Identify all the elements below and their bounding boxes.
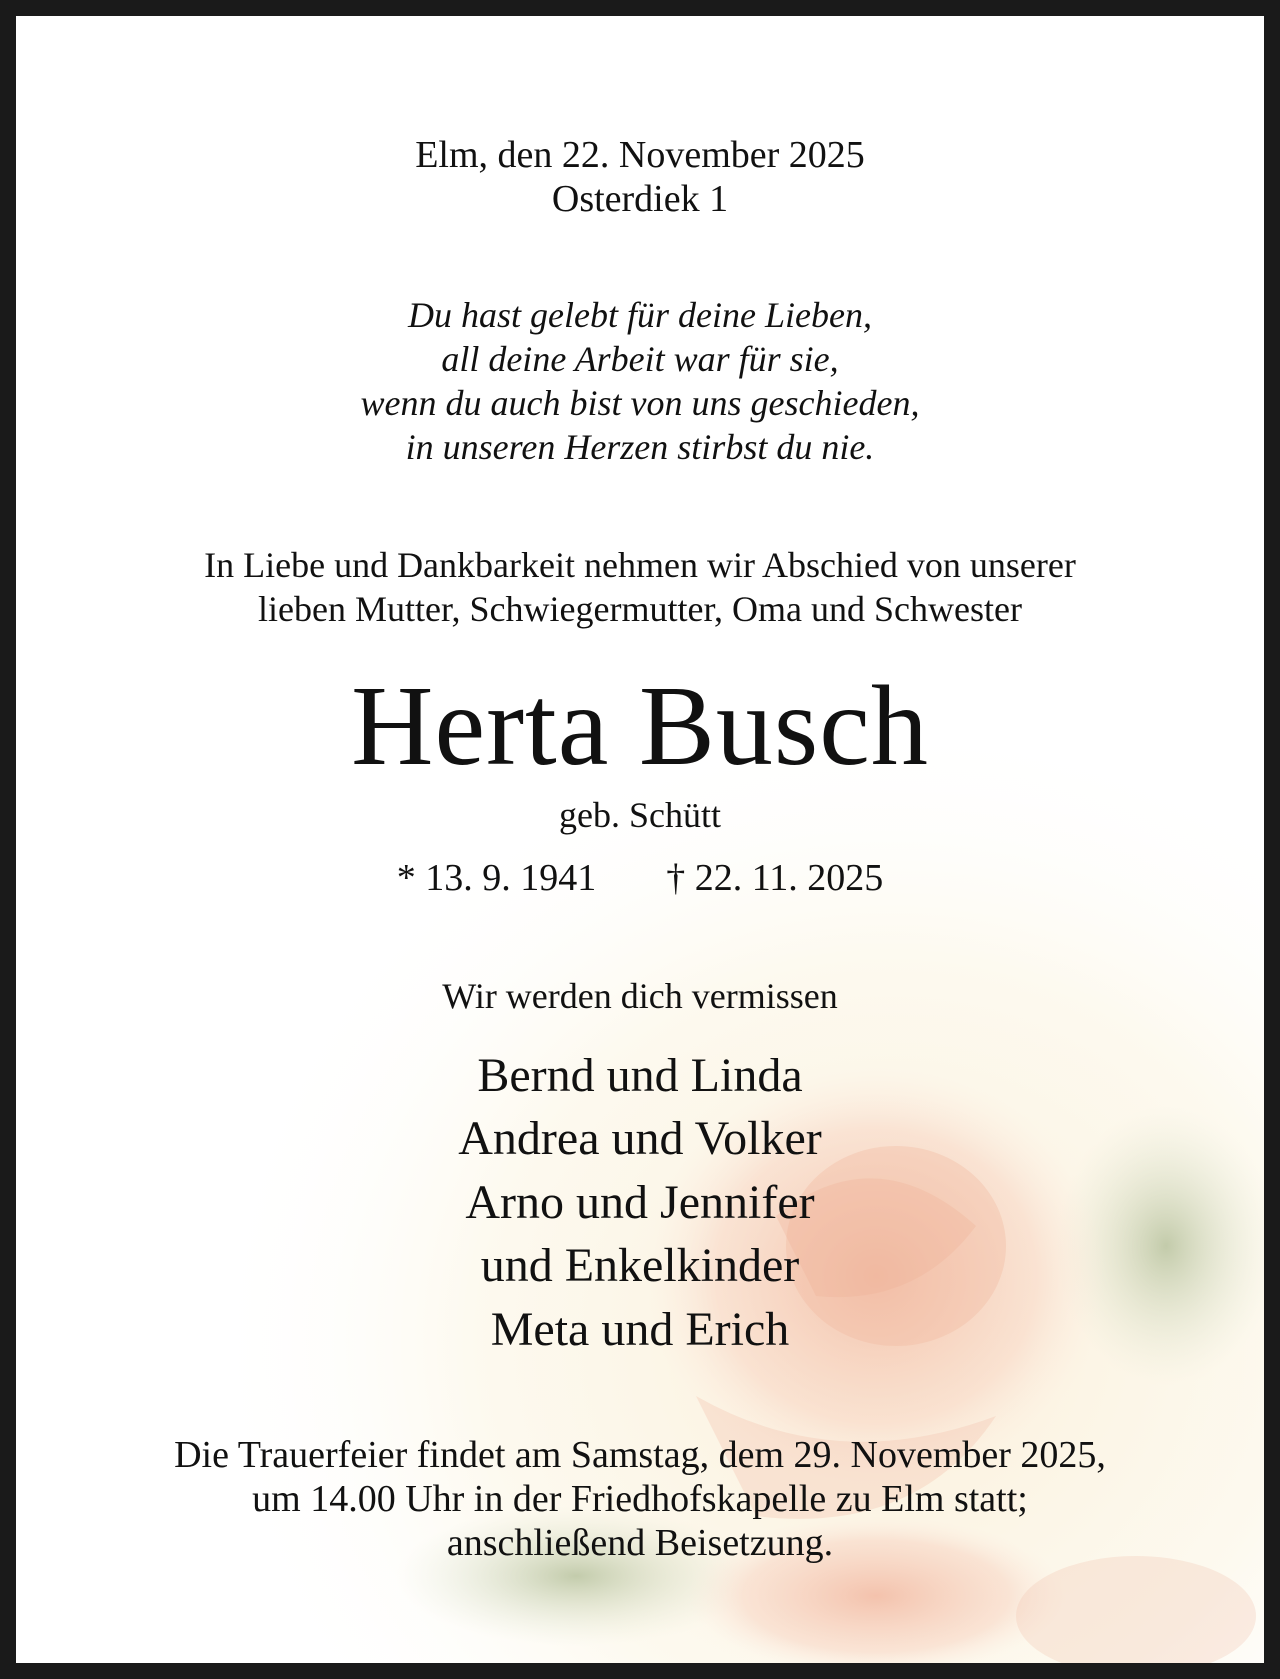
- place-date: Elm, den 22. November 2025: [415, 134, 865, 176]
- deceased-name: Herta Busch: [351, 662, 929, 789]
- birth-name: geb. Schütt: [559, 795, 721, 835]
- intro-line: lieben Mutter, Schwiegermutter, Oma und Schwester: [258, 589, 1022, 629]
- verse-line: wenn du auch bist von uns geschieden,: [360, 383, 920, 423]
- death-date: † 22. 11. 2025: [666, 857, 884, 899]
- service-line: anschließend Beisetzung.: [446, 1522, 834, 1564]
- street-address: Osterdiek 1: [551, 178, 729, 220]
- family-member: Andrea und Volker: [458, 1112, 822, 1165]
- family-member: Bernd und Linda: [477, 1049, 803, 1102]
- verse-line: in unseren Herzen stirbst du nie.: [405, 427, 875, 467]
- life-dates: [16, 856, 1264, 900]
- miss-line: Wir werden dich vermissen: [442, 976, 838, 1016]
- service-line: Die Trauerfeier findet am Samstag, dem 29. November 2025,: [174, 1434, 1106, 1476]
- verse-line: Du hast gelebt für deine Lieben,: [408, 295, 872, 335]
- service-line: um 14.00 Uhr in der Friedhofskapelle zu Elm statt;: [252, 1478, 1028, 1520]
- family-member: Arno und Jennifer: [465, 1176, 815, 1229]
- verse-line: all deine Arbeit war für sie,: [441, 339, 839, 379]
- family-member: und Enkelkinder: [480, 1239, 800, 1292]
- intro-line: In Liebe und Dankbarkeit nehmen wir Abschied von unserer: [204, 545, 1076, 585]
- birth-date: * 13. 9. 1941: [396, 857, 597, 899]
- family-member: Meta und Erich: [490, 1303, 790, 1356]
- obituary-content: [16, 16, 1264, 1663]
